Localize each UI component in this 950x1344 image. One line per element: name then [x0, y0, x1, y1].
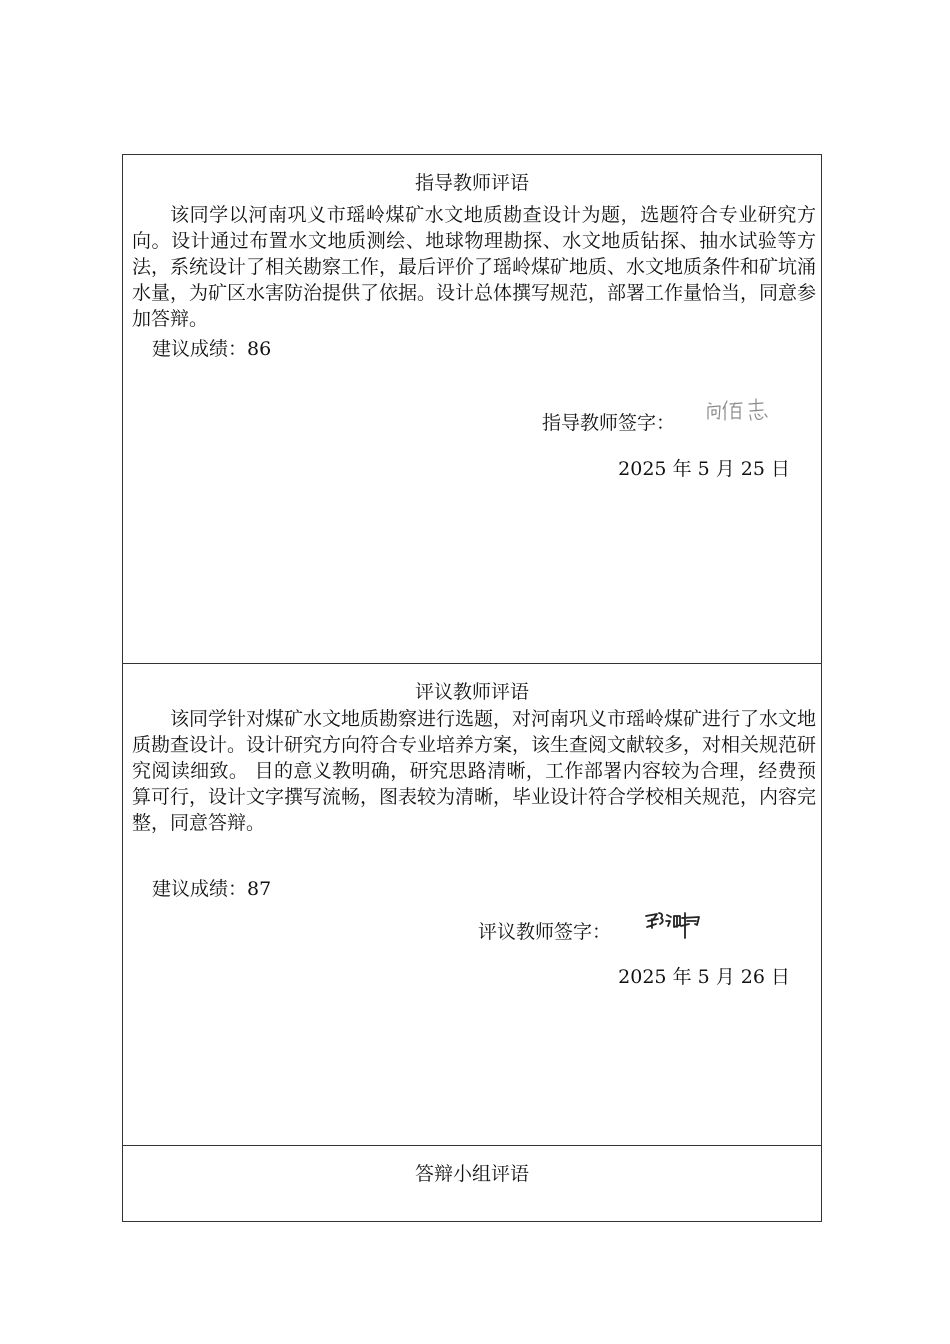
advisor-suggested-grade: 建议成绩：86 [152, 338, 272, 360]
advisor-comment-section [123, 155, 821, 664]
reviewer-comment-section [123, 664, 821, 1146]
advisor-handwritten-signature [705, 395, 779, 423]
evaluation-form-table [122, 154, 822, 1222]
reviewer-suggested-grade: 建议成绩：87 [152, 878, 272, 900]
reviewer-handwritten-signature [643, 908, 707, 940]
reviewer-comment-text: 该同学针对煤矿水文地质勘察进行选题，对河南巩义市瑶岭煤矿进行了水文地质勘查设计。设计研究方向符合专业培养方案，该生查阅文献较多，对相关规范研究阅读细致。 目的意义教明确，研究思路清晰，工作部署内容较为合理，经费预算可行，设计文字撰写流畅，图表较为清晰，毕业设计符合学校相关规范，内容完整，同意答辩。 [132, 708, 817, 834]
reviewer-signature-label: 评议教师签字： [478, 921, 612, 943]
advisor-comment-text: 该同学以河南巩义市瑶岭煤矿水文地质勘查设计为题，选题符合专业研究方向。设计通过布置水文地质测绘、地球物理勘探、水文地质钻探、抽水试验等方法，系统设计了相关勘察工作，最后评价了瑶岭煤矿地质、水文地质条件和矿坑涌水量，为矿区水害防治提供了依据。设计总体撰写规范，部署工作量恰当，同意参加答辩。 [132, 204, 817, 330]
defense-panel-comment-section [123, 1146, 821, 1222]
reviewer-sign-date: 2025 年 5 月 26 日 [618, 966, 790, 988]
advisor-signature-label: 指导教师签字： [542, 412, 676, 434]
advisor-section-title: 指导教师评语 [414, 172, 529, 194]
advisor-sign-date: 2025 年 5 月 25 日 [618, 458, 790, 480]
defense-section-title: 答辩小组评语 [414, 1163, 529, 1185]
reviewer-section-title: 评议教师评语 [414, 681, 529, 703]
